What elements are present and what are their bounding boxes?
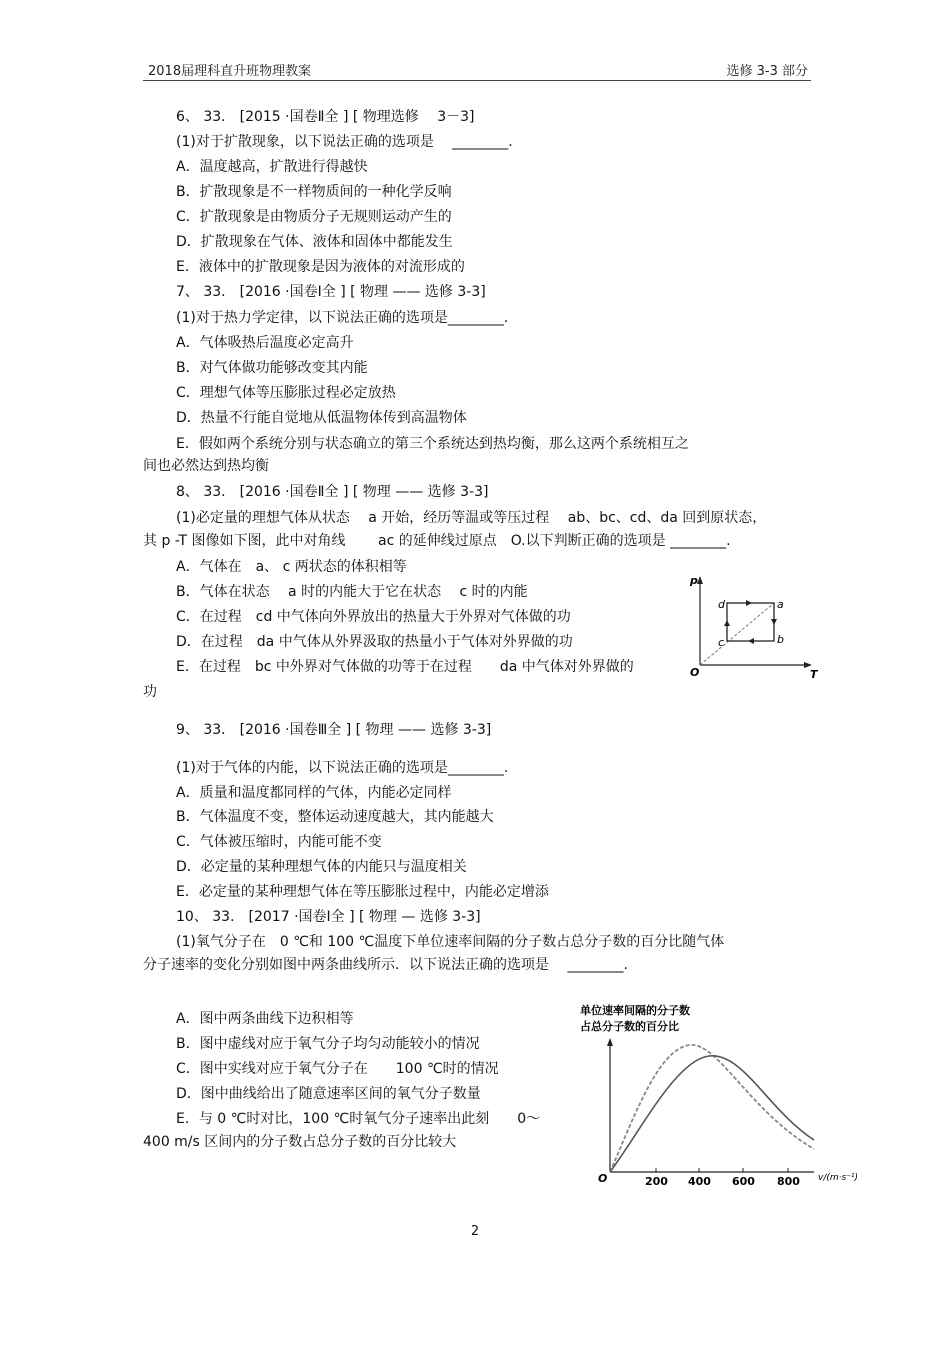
- question-9-option-a: A．质量和温度都同样的气体，内能必定同样: [176, 785, 452, 801]
- speed-ylabel-line1: 单位速率间隔的分子数: [580, 1004, 690, 1017]
- question-8-option-b: B．气体在状态 a 时的内能大于它在状态 c 时的内能: [176, 584, 528, 600]
- speed-distribution-diagram: [578, 1000, 878, 1190]
- header-right: 选修 3-3 部分: [726, 64, 808, 79]
- question-10-option-a: A．图中两条曲线下边积相等: [176, 1011, 354, 1027]
- pt-origin-label: O: [690, 666, 700, 679]
- question-9-stem: (1)对于气体的内能，以下说法正确的选项是________.: [176, 760, 509, 776]
- question-8-title: 8、 33． [2016 ·国卷Ⅱ全 ] [ 物理 —— 选修 3-3]: [176, 484, 489, 500]
- pt-point-a: a: [777, 598, 784, 611]
- pt-arrow-top: [746, 600, 752, 606]
- question-9-option-e: E．必定量的某种理想气体在等压膨胀过程中，内能必定增添: [176, 884, 549, 900]
- page-number: 2: [470, 1224, 480, 1239]
- pt-point-c: c: [718, 636, 725, 649]
- pt-diagram: [680, 570, 820, 680]
- question-6-option-c: C．扩散现象是由物质分子无规则运动产生的: [176, 209, 452, 225]
- question-7-option-e-cont: 间也必然达到热均衡: [143, 458, 269, 474]
- speed-tick-label-600: 600: [732, 1175, 755, 1188]
- speed-tick-label-400: 400: [688, 1175, 711, 1188]
- question-6-option-d: D．扩散现象在气体、液体和固体中都能发生: [176, 234, 453, 250]
- question-10-option-e: E．与 0 ℃时对比，100 ℃时氧气分子速率出此刻 0～: [176, 1111, 541, 1127]
- question-8-option-c: C．在过程 cd 中气体向外界放出的热量大于外界对气体做的功: [176, 609, 571, 625]
- question-8-stem: (1)必定量的理想气体从状态 a 开始，经历等温或等压过程 ab、bc、cd、da 回到原状态，: [176, 510, 767, 526]
- speed-ylabel-line2: 占总分子数的百分比: [580, 1020, 679, 1033]
- pt-axis-x-label: T: [810, 668, 818, 680]
- speed-xlabel: v/(m·s⁻¹): [818, 1173, 859, 1183]
- question-10-option-b: B．图中虚线对应于氧气分子均匀动能较小的情况: [176, 1036, 480, 1052]
- question-8-option-e: E．在过程 bc 中外界对气体做的功等于在过程 da 中气体对外界做的: [176, 659, 634, 675]
- pt-point-d: d: [718, 598, 725, 611]
- speed-y-arrow: [607, 1038, 613, 1046]
- speed-tick-label-200: 200: [645, 1175, 668, 1188]
- question-6-option-a: A．温度越高，扩散进行得越快: [176, 159, 368, 175]
- question-8-option-e-cont: 功: [143, 684, 157, 700]
- header-divider: [143, 80, 811, 81]
- question-10-stem-cont: 分子速率的变化分别如图中两条曲线所示．以下说法正确的选项是 ________.: [143, 957, 628, 973]
- question-6-stem: (1)对于扩散现象，以下说法正确的选项是 ________.: [176, 134, 513, 150]
- question-8-option-a: A．气体在 a、 c 两状态的体积相等: [176, 559, 407, 575]
- question-9-option-c: C．气体被压缩时，内能可能不变: [176, 834, 382, 850]
- question-10-stem: (1)氧气分子在 0 ℃和 100 ℃温度下单位速率间隔的分子数占总分子数的百分比随气体: [176, 934, 725, 950]
- pt-axis-y-label: p: [690, 574, 698, 587]
- question-10-title: 10、 33． [2017 ·国卷Ⅰ全 ] [ 物理 — 选修 3-3]: [176, 909, 481, 925]
- question-7-title: 7、 33． [2016 ·国卷Ⅰ全 ] [ 物理 —— 选修 3-3]: [176, 284, 486, 300]
- question-10-option-c: C．图中实线对应于氧气分子在 100 ℃时的情况: [176, 1061, 499, 1077]
- pt-diagonal-ac: [700, 603, 774, 665]
- header-left: 2018届理科直升班物理教案: [148, 64, 312, 79]
- question-10-option-d: D．图中曲线给出了随意速率区间的氧气分子数量: [176, 1086, 481, 1102]
- speed-origin-label: O: [598, 1172, 608, 1185]
- question-6-option-b: B．扩散现象是不一样物质间的一种化学反响: [176, 184, 452, 200]
- question-7-stem: (1)对于热力学定律，以下说法正确的选项是________.: [176, 310, 509, 326]
- question-9-option-d: D．必定量的某种理想气体的内能只与温度相关: [176, 859, 467, 875]
- question-7-option-b: B．对气体做功能够改变其内能: [176, 360, 368, 376]
- question-9-option-b: B．气体温度不变，整体运动速度越大，其内能越大: [176, 809, 494, 825]
- question-7-option-c: C．理想气体等压膨胀过程必定放热: [176, 385, 396, 401]
- question-7-option-e: E．假如两个系统分别与状态确立的第三个系统达到热均衡，那么这两个系统相互之: [176, 436, 689, 452]
- speed-curve-dashed-0c: [610, 1045, 814, 1172]
- pt-y-arrow: [697, 576, 703, 584]
- question-7-option-a: A．气体吸热后温度必定高升: [176, 335, 354, 351]
- question-8-stem-cont: 其 p -T 图像如下图，此中对角线 ac 的延伸线过原点 O.以下判断正确的选项是 ________.: [143, 533, 731, 549]
- pt-arrow-left: [724, 620, 730, 626]
- question-8-option-d: D．在过程 da 中气体从外界汲取的热量小于气体对外界做的功: [176, 634, 573, 650]
- question-7-option-d: D．热量不行能自觉地从低温物体传到高温物体: [176, 410, 467, 426]
- question-6-option-e: E．液体中的扩散现象是因为液体的对流形成的: [176, 259, 465, 275]
- pt-arrow-bottom: [748, 638, 754, 644]
- question-10-option-e-cont: 400 m/s 区间内的分子数占总分子数的百分比较大: [143, 1134, 457, 1150]
- pt-arrow-right: [771, 619, 777, 625]
- question-6-title: 6、 33． [2015 ·国卷Ⅱ全 ] [ 物理选修 3－3]: [176, 109, 475, 125]
- speed-tick-label-800: 800: [777, 1175, 800, 1188]
- pt-point-b: b: [777, 633, 784, 646]
- question-9-title: 9、 33． [2016 ·国卷Ⅲ全 ] [ 物理 —— 选修 3-3]: [176, 722, 492, 738]
- speed-curve-solid-100c: [610, 1056, 814, 1172]
